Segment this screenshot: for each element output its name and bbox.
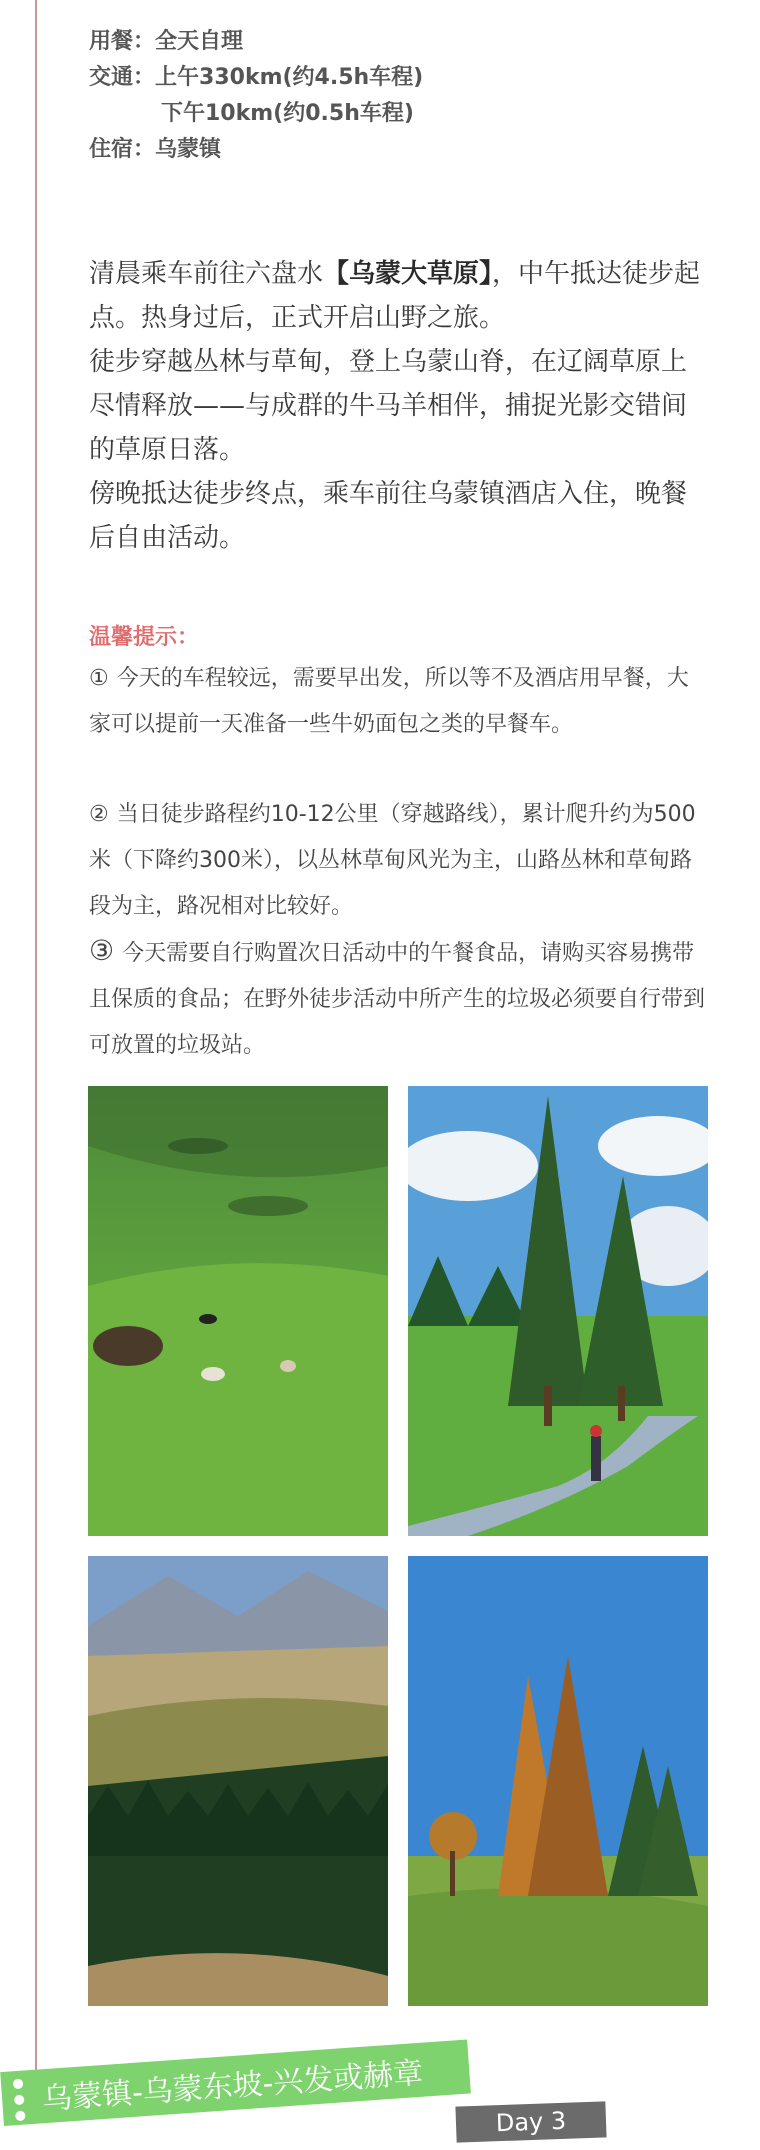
p1-highlight: 【乌蒙大草原】 (323, 259, 493, 289)
tip-2-number: ② (89, 802, 109, 827)
p1-text-end: ，中午抵达徒步起点。热身过后，正式开启山野之旅。 (89, 259, 701, 333)
transport-pm: 下午10km(约0.5h车程) (161, 101, 414, 126)
meal-row (89, 26, 423, 62)
route-title: 乌蒙镇-乌蒙东坡-兴发或赫章 (41, 2055, 425, 2118)
lodging-value: 乌蒙镇 (155, 137, 222, 162)
p1-text-start: 清晨乘车前往六盘水 (89, 259, 324, 289)
tip-2 (89, 792, 709, 930)
route-banner (0, 2039, 471, 2126)
trip-info (89, 26, 423, 170)
transport-am: 上午330km(约4.5h车程) (155, 65, 424, 90)
tip-3-text: 今天需要自行购置次日活动中的午餐食品，请购买容易携带且保质的食品；在野外徒步活动中所产生的垃圾必须要自行带到可放置的垃圾站。 (89, 941, 706, 1058)
banner-dots-icon (13, 2079, 26, 2128)
photo-grassland-sheep (88, 1086, 388, 1536)
meal-value: 全天自理 (155, 29, 244, 54)
timeline-line (35, 0, 37, 2080)
description-paragraph-3: 傍晚抵达徒步终点，乘车前往乌蒙镇酒店入住，晚餐后自由活动。 (89, 479, 688, 553)
photo-autumn-trees (408, 1556, 708, 2006)
day-badge: Day 3 (455, 2101, 606, 2142)
description-paragraph-1 (89, 252, 709, 340)
transport-row (89, 62, 423, 98)
transport-row-2 (89, 98, 423, 134)
lodging-label: 住宿： (89, 137, 156, 162)
tip-3 (89, 928, 709, 1069)
tip-2-text: 当日徒步路程约10-12公里（穿越路线），累计爬升约为500米（下降约300米），以丛林草甸风光为主，山路丛林和草甸路段为主，路况相对比较好。 (89, 802, 696, 919)
tip-1-text: 今天的车程较远，需要早出发，所以等不及酒店用早餐，大家可以提前一天准备一些牛奶面包之类的早餐车。 (89, 666, 689, 737)
lodging-row (89, 134, 423, 170)
tip-1 (89, 656, 709, 748)
tips-title: 温馨提示： (89, 625, 200, 650)
photo-trees-stream (408, 1086, 708, 1536)
transport-label: 交通： (89, 65, 156, 90)
tip-3-number: ③ (89, 934, 115, 967)
tip-1-number: ① (89, 666, 109, 691)
photo-forest-valley (88, 1556, 388, 2006)
meal-label: 用餐： (89, 29, 156, 54)
description-paragraph-2: 徒步穿越丛林与草甸，登上乌蒙山脊，在辽阔草原上尽情释放——与成群的牛马羊相伴，捕捉光影交错间的草原日落。 (89, 347, 688, 465)
